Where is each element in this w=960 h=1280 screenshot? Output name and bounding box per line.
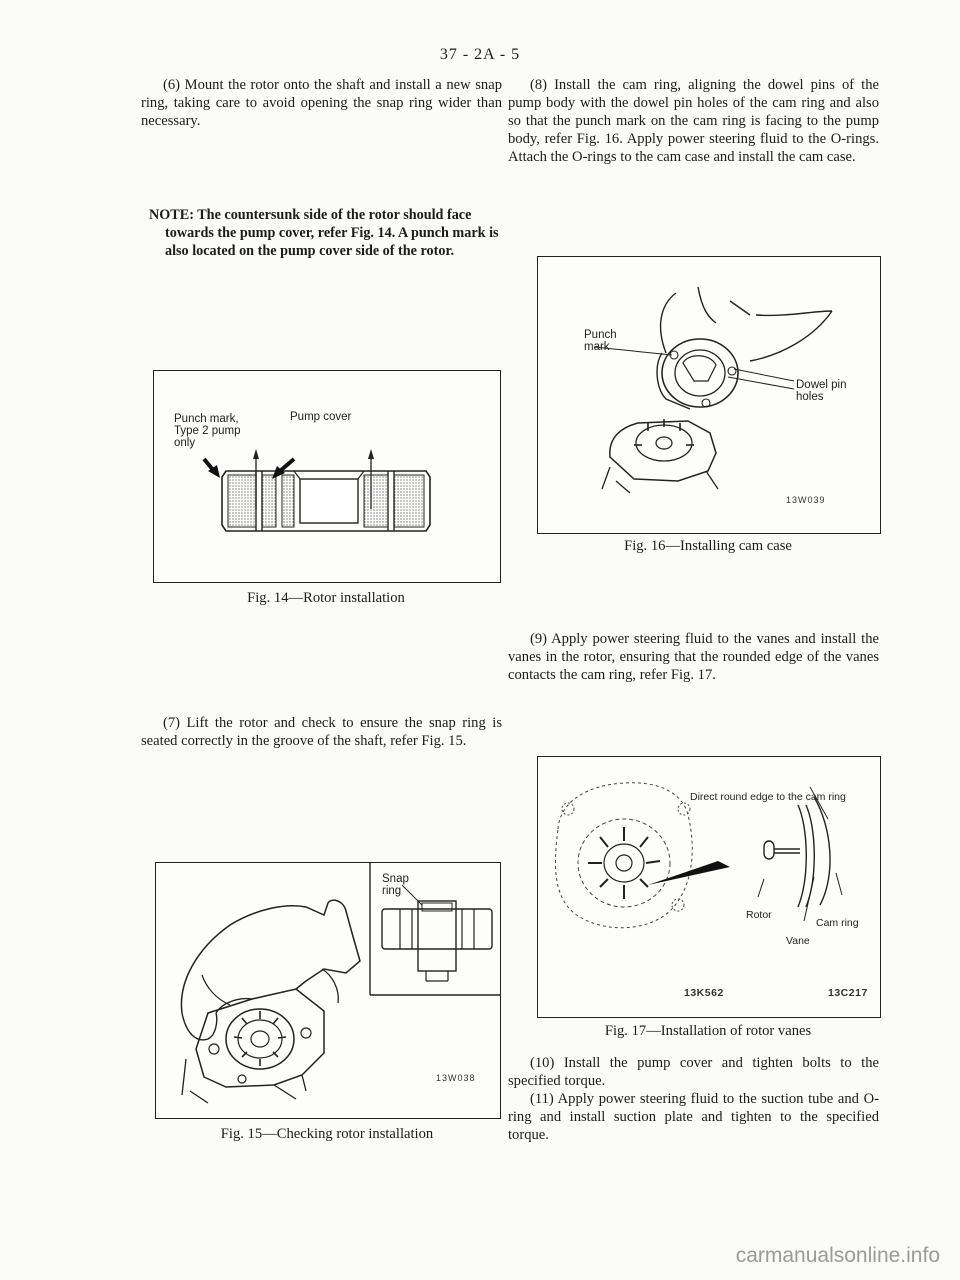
- punch-mark-label: Punch mark, Type 2 pump only: [174, 413, 241, 449]
- figure-14-rotor-diagram: [153, 370, 501, 583]
- page-number-header: 37 - 2A - 5: [439, 46, 521, 63]
- rotor-note: NOTE: The countersunk side of the rotor should face towards the pump cover, refer Fig. 14. A punch mark is also located on the pump cover side of the rotor.: [149, 207, 499, 259]
- rotor-section-drawing: [154, 371, 500, 582]
- step-6-text: (6) Mount the rotor onto the shaft and install a new snap ring, taking care to avoid opening the snap ring wider than necessary.: [141, 77, 502, 129]
- figure-17-rotor-vanes-diagram: [537, 756, 881, 1018]
- figure-15-reference-code: 13W038: [436, 1073, 476, 1083]
- direct-round-edge-label: Direct round edge to the cam ring: [690, 791, 846, 803]
- step-8-text: (8) Install the cam ring, aligning the dowel pins of the pump body with the dowel pin holes of the cam ring and also so that the punch mark on the cam ring is facing to the pump body, refer Fig. 16. Apply power steering fluid to the O-rings. Attach the O-rings to the cam case and install the cam case.: [508, 77, 879, 165]
- vane-label: Vane: [786, 935, 810, 947]
- rotor-label: Rotor: [746, 909, 772, 921]
- figure-15-rotor-check-diagram: [155, 862, 501, 1119]
- figure-17-caption: Fig. 17—Installation of rotor vanes: [604, 1023, 812, 1039]
- step-9-text: (9) Apply power steering fluid to the vanes and install the vanes in the rotor, ensuring that the rounded edge of the vanes contacts the cam ring, refer Fig. 17.: [508, 631, 879, 683]
- figure-17-code-left: 13K562: [684, 987, 724, 999]
- figure-16-cam-case-diagram: [537, 256, 881, 534]
- figure-16-reference-code: 13W039: [786, 495, 826, 505]
- step-11-text: (11) Apply power steering fluid to the suction tube and O-ring and install suction plate and tighten to the specified torque.: [508, 1091, 879, 1143]
- figure-16-caption: Fig. 16—Installing cam case: [624, 538, 792, 554]
- dowel-pin-holes-label: Dowel pin holes: [796, 379, 847, 403]
- step-7-text: (7) Lift the rotor and check to ensure the snap ring is seated correctly in the groove of the shaft, refer Fig. 15.: [141, 715, 502, 749]
- watermark-text: carmanualsonline.info: [735, 1244, 940, 1267]
- step-10-text: (10) Install the pump cover and tighten bolts to the specified torque.: [508, 1055, 879, 1089]
- snap-ring-label: Snap ring: [382, 873, 409, 897]
- cam-ring-label: Cam ring: [816, 917, 859, 929]
- pump-cover-label: Pump cover: [290, 411, 352, 423]
- figure-14-caption: Fig. 14—Rotor installation: [247, 590, 405, 606]
- figure-17-code-right: 13C217: [828, 987, 868, 999]
- punch-mark-label: Punch mark: [584, 329, 617, 353]
- figure-15-caption: Fig. 15—Checking rotor installation: [220, 1126, 434, 1142]
